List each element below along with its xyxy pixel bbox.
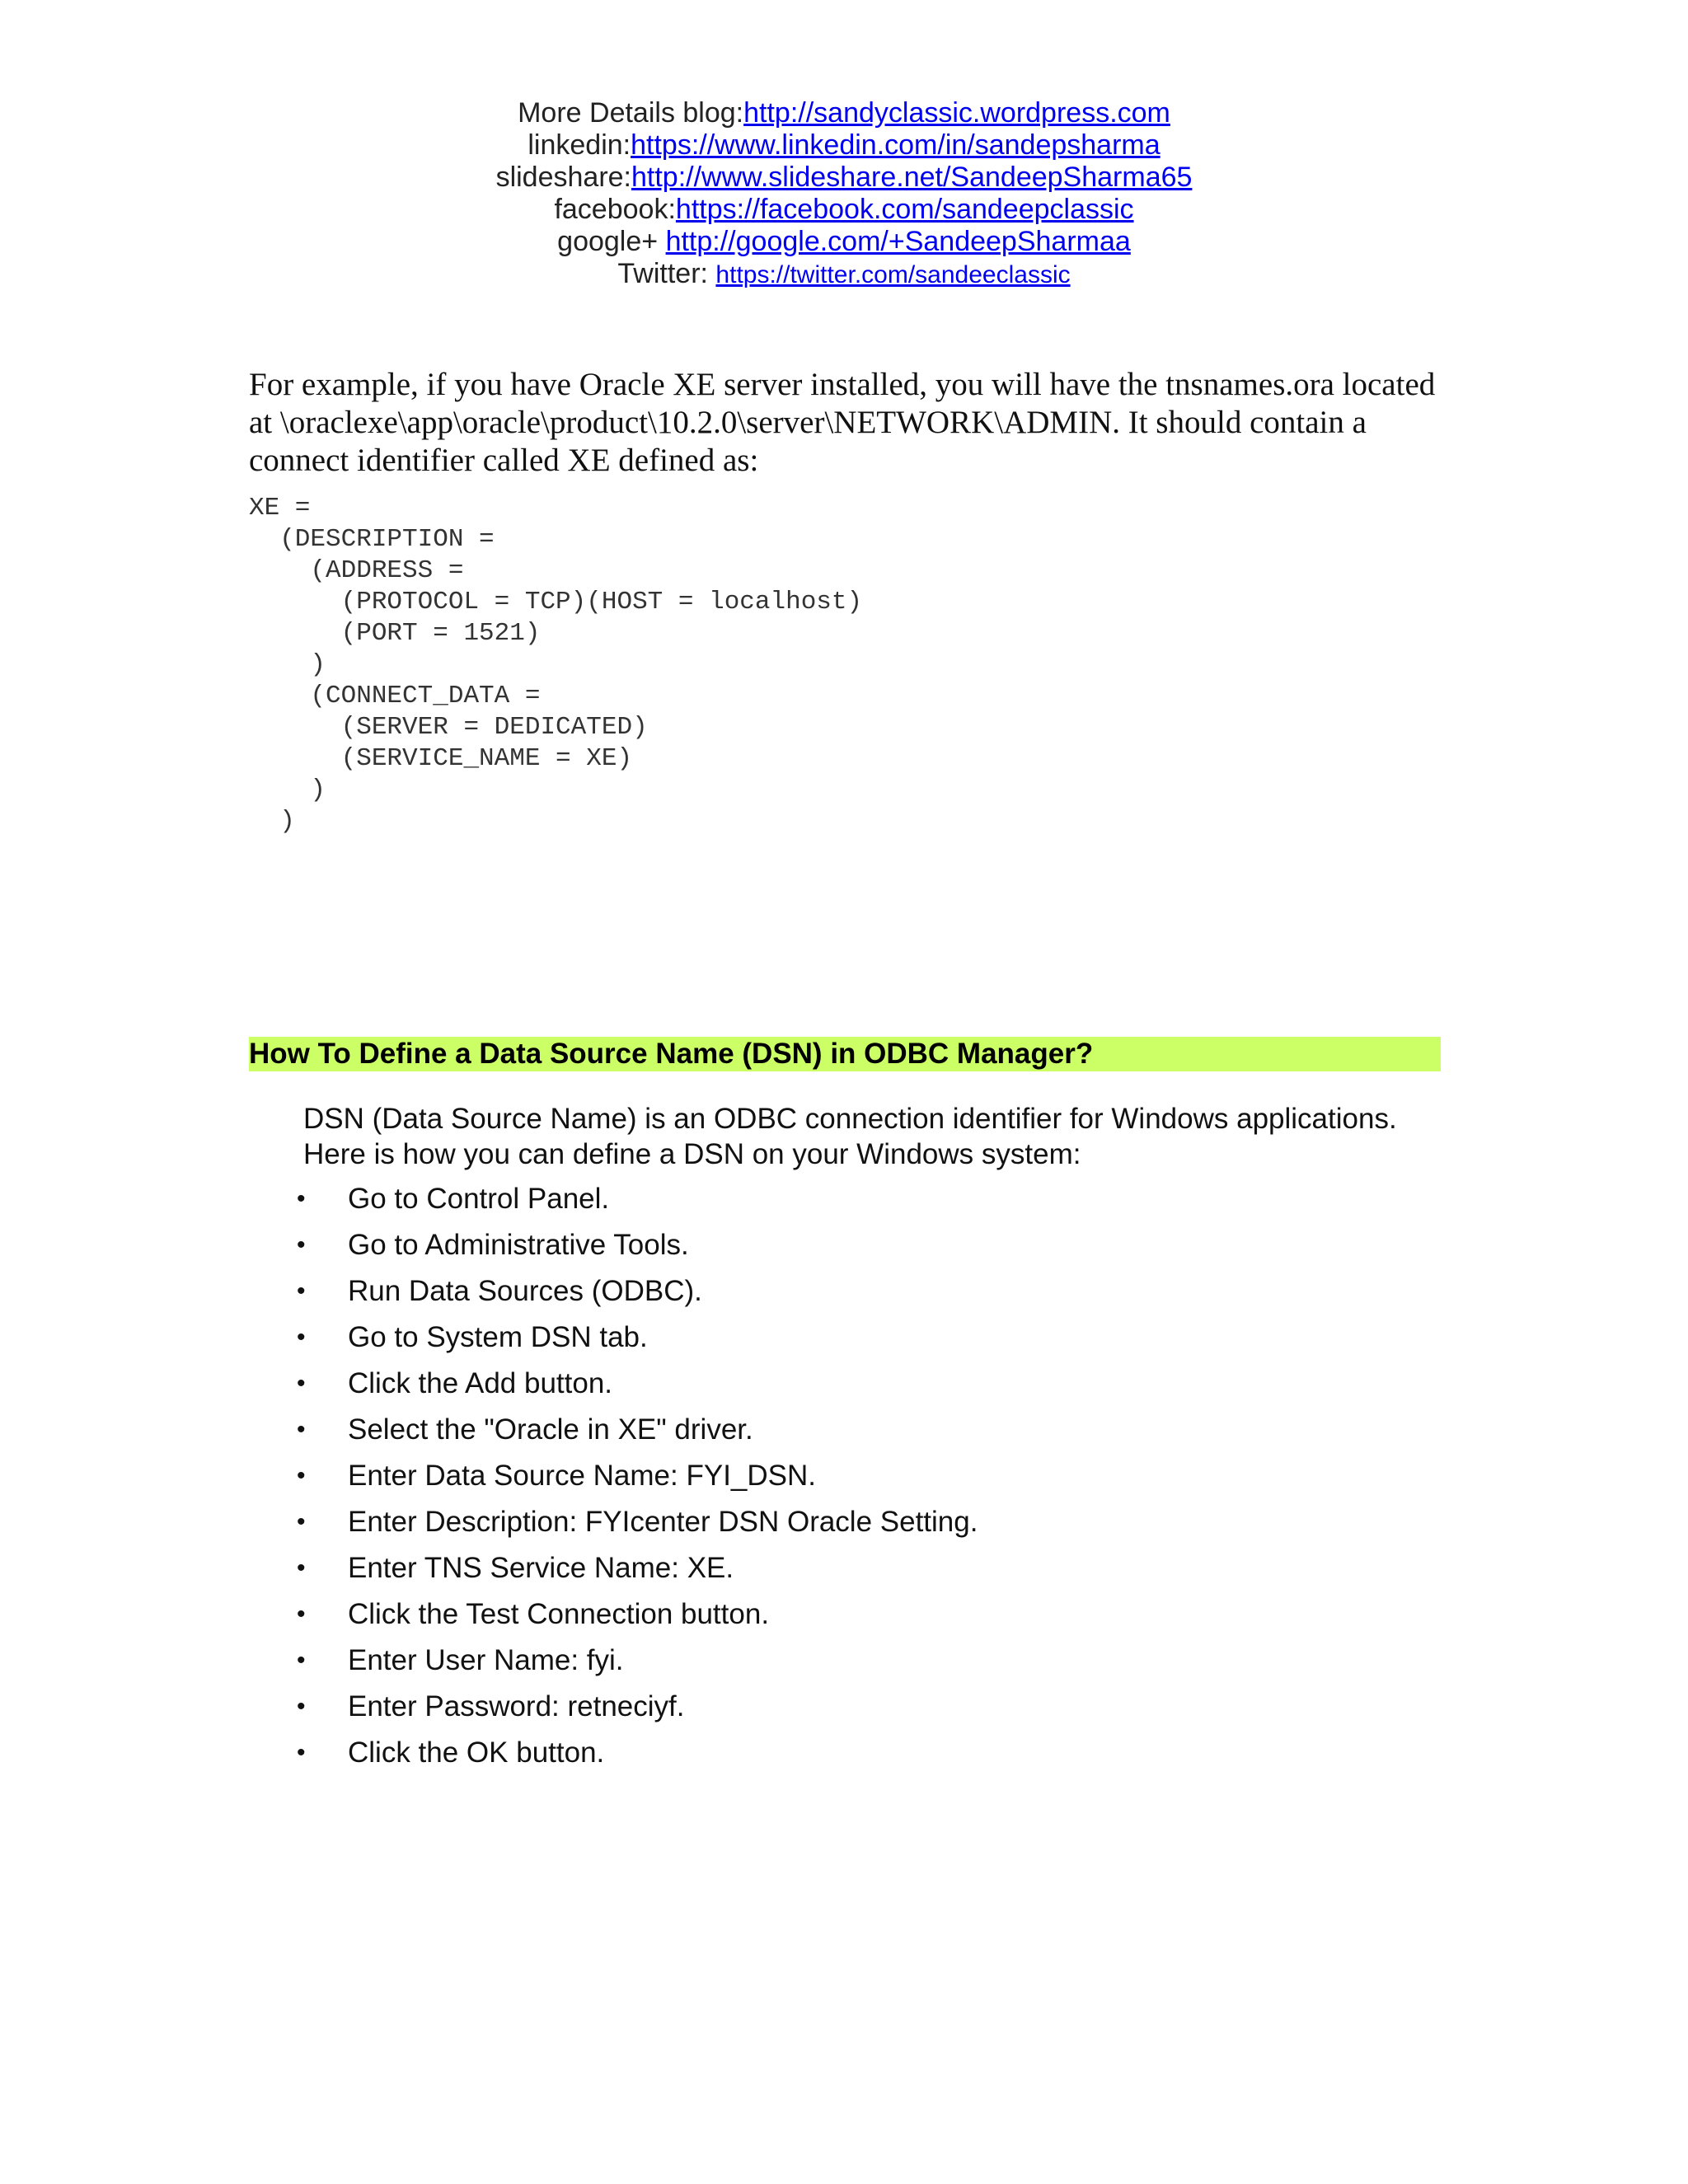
list-item	[297, 1407, 978, 1453]
contact-links	[0, 97, 1688, 291]
list-item	[297, 1315, 978, 1361]
list-item	[297, 1499, 978, 1545]
twitter-row	[0, 258, 1688, 291]
bullet-icon: •	[297, 1508, 306, 1535]
bullet-icon: •	[297, 1277, 306, 1305]
bullet-icon: •	[297, 1693, 306, 1720]
bullet-icon: •	[297, 1554, 306, 1582]
bullet-icon: •	[297, 1739, 306, 1766]
step-text: Click the OK button.	[348, 1736, 605, 1769]
step-text: Enter TNS Service Name: XE.	[348, 1552, 734, 1584]
facebook-label: facebook:	[554, 194, 676, 225]
list-item	[297, 1684, 978, 1730]
blog-label: More Details blog:	[518, 97, 744, 129]
tnsnames-code-block: XE = (DESCRIPTION = (ADDRESS = (PROTOCOL = TCP)(HOST = localhost) (PORT = 1521) ) (CONNECT_DATA = (SERVER = DEDICATED) (SERVICE_NAME = XE) ) )	[249, 494, 863, 836]
steps-list	[297, 1176, 978, 1776]
list-item	[297, 1638, 978, 1684]
linkedin-row	[0, 129, 1688, 162]
list-item	[297, 1545, 978, 1591]
bullet-icon: •	[297, 1416, 306, 1443]
list-item	[297, 1591, 978, 1638]
step-text: Go to Control Panel.	[348, 1183, 610, 1215]
section-heading: How To Define a Data Source Name (DSN) in ODBC Manager?	[249, 1037, 1441, 1071]
twitter-link[interactable]: https://twitter.com/sandeeclassic	[715, 261, 1071, 288]
google-plus-label: google+	[557, 226, 666, 257]
bullet-icon: •	[297, 1185, 306, 1212]
list-item	[297, 1453, 978, 1499]
slideshare-row	[0, 162, 1688, 194]
step-text: Go to Administrative Tools.	[348, 1229, 689, 1261]
intro-paragraph: For example, if you have Oracle XE server installed, you will have the tnsnames.ora located at \oraclexe\app\oracle\product\10.2.0\server\NETWORK\ADMIN. It should contain a connect identifier called XE defined as:	[249, 367, 1436, 478]
step-text: Enter Password: retneciyf.	[348, 1690, 685, 1722]
step-text: Click the Add button.	[348, 1367, 613, 1399]
dsn-intro-paragraph: DSN (Data Source Name) is an ODBC connection identifier for Windows applications. Here is how you can define a DSN on your Windows system:	[303, 1103, 1397, 1170]
list-item	[297, 1361, 978, 1407]
bullet-icon: •	[297, 1324, 306, 1351]
slideshare-link[interactable]: http://www.slideshare.net/SandeepSharma65	[631, 162, 1193, 193]
linkedin-link[interactable]: https://www.linkedin.com/in/sandepsharma	[631, 129, 1160, 161]
blog-link[interactable]: http://sandyclassic.wordpress.com	[743, 97, 1170, 129]
step-text: Click the Test Connection button.	[348, 1598, 770, 1630]
step-text: Go to System DSN tab.	[348, 1321, 648, 1353]
blog-row	[0, 97, 1688, 129]
list-item	[297, 1176, 978, 1222]
bullet-icon: •	[297, 1601, 306, 1628]
bullet-icon: •	[297, 1231, 306, 1258]
bullet-icon: •	[297, 1462, 306, 1489]
bullet-icon: •	[297, 1370, 306, 1397]
list-item	[297, 1730, 978, 1776]
google-plus-link[interactable]: http://google.com/+SandeepSharmaa	[665, 226, 1131, 257]
linkedin-label: linkedin:	[528, 129, 631, 161]
intro-section	[249, 366, 1452, 480]
step-text: Run Data Sources (ODBC).	[348, 1275, 702, 1307]
step-text: Enter Description: FYIcenter DSN Oracle Setting.	[348, 1506, 978, 1538]
step-text: Enter Data Source Name: FYI_DSN.	[348, 1460, 816, 1492]
slideshare-label: slideshare:	[495, 162, 631, 193]
list-item	[297, 1222, 978, 1268]
google-plus-row	[0, 226, 1688, 258]
bullet-icon: •	[297, 1647, 306, 1674]
step-text: Enter User Name: fyi.	[348, 1644, 624, 1676]
twitter-label: Twitter:	[617, 258, 716, 289]
facebook-row	[0, 194, 1688, 226]
step-text: Select the "Oracle in XE" driver.	[348, 1413, 753, 1446]
list-item	[297, 1268, 978, 1315]
facebook-link[interactable]: https://facebook.com/sandeepclassic	[675, 194, 1134, 225]
